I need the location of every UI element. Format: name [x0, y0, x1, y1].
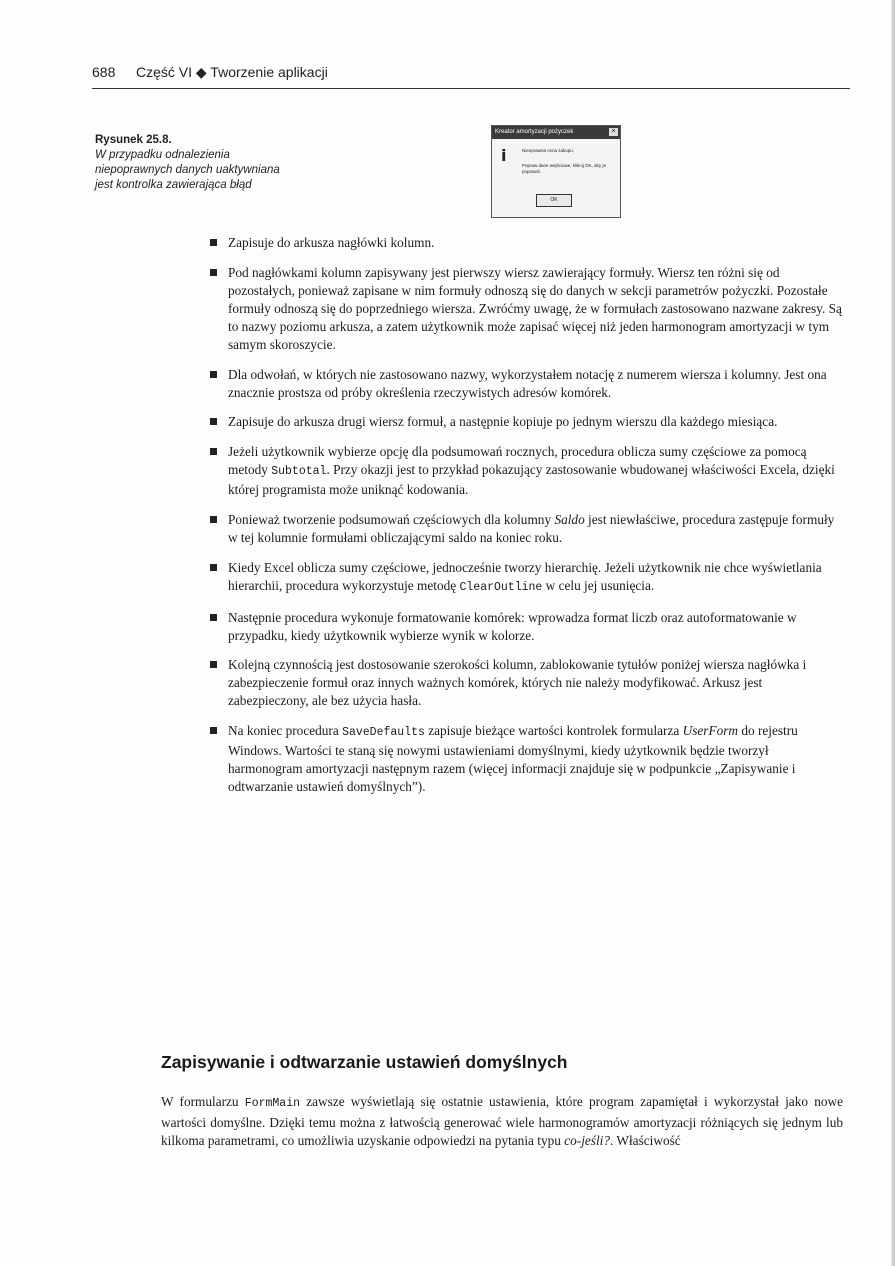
text-run: jest niewłaściwe, procedura zastępuje formuły w tej kolumnie formułami obliczającymi saldo na koniec roku. [228, 511, 835, 545]
running-header [92, 64, 850, 86]
text-run: Następnie procedura wykonuje formatowanie komórek: wprowadza format liczb oraz autoformatowanie w przypadku, kiedy użytkownik wybierze wynik w kolorze. [228, 609, 797, 643]
text-run: w celu jej usunięcia. [542, 577, 655, 593]
bullet-square-icon [210, 564, 217, 571]
page-edge-shadow [891, 0, 895, 1266]
list-item [210, 366, 842, 402]
bullet-square-icon [210, 269, 217, 276]
text-run: zawsze wyświetlają się ostatnie ustawienia, które program zapamiętał i wykorzystał jako nowe wartości domyślne. Dzięki temu można z łatwością generować wiele harmonogramów amortyzacji różniących się jednym lub kilkoma parametrami, co umożliwia uzyskanie odpowiedzi na pytania typu [161, 1094, 843, 1148]
list-item [210, 609, 842, 645]
text-run: Kolejną czynnością jest dostosowanie szerokości kolumn, zablokowanie tytułów poniżej wiersza nagłówka i zabezpieczenie formuł oraz innych ważnych komórek, których nie należy modyfikować. Arkusz jest zabezpieczony, ale bez użycia hasła. [228, 657, 807, 709]
bullet-square-icon [210, 239, 217, 246]
header-rule [92, 88, 850, 89]
emphasis-text: co-jeśli? [564, 1133, 611, 1148]
text-run: Jeżeli użytkownik wybierze opcję dla podsumowań rocznych, procedura oblicza sumy częściowe za pomocą metody [228, 444, 807, 478]
error-dialog-figure [491, 125, 621, 218]
bullet-list [210, 234, 842, 808]
list-item [210, 443, 842, 499]
figure-caption [95, 133, 300, 193]
text-run: . Przy okazji jest to przykład pokazujący zastosowanie wbudowanej właściwości Excela, dzięki której programista może uniknąć kodowania. [228, 462, 835, 498]
text-run: Zapisuje do arkusza drugi wiersz formuł, a następnie kopiuje po jednym wierszu dla każdego miesiąca. [228, 414, 778, 430]
bullet-square-icon [210, 448, 217, 455]
bullet-square-icon [210, 516, 217, 523]
code-text: FormMain [244, 1097, 301, 1110]
list-item [210, 264, 842, 354]
chapter-part-title: Część VI ◆ Tworzenie aplikacji [136, 64, 328, 80]
emphasis-text: UserForm [682, 723, 739, 739]
list-item [210, 656, 842, 710]
text-run: do rejestru Windows. Wartości te staną się nowymi ustawieniami domyślnymi, kiedy użytkownik będzie tworzył harmonogram amortyzacji następnym razem (więcej informacji znajduje się w podpunkcie „Zapisywanie i odtwarzanie ustawień domyślnych”). [228, 723, 798, 795]
text-run: Kiedy Excel oblicza sumy częściowe, jednocześnie tworzy hierarchię. Jeżeli użytkownik nie chce wyświetlania hierarchii, procedura wykorzystuje metodę [228, 559, 822, 593]
list-item [210, 511, 842, 547]
bullet-square-icon [210, 727, 217, 734]
info-icon: ⅰ [501, 148, 507, 165]
text-run: Pod nagłówkami kolumn zapisywany jest pierwszy wiersz zawierający formuły. Wiersz ten różni się od pozostałych, ponieważ zapisane w nim formuły odnoszą się do danych w sekcji parametrów pożyczki. Pozostałe formuły odnoszą się do poprzedniego wiersza. Zwróćmy uwagę, że w formułach zastosowano nazwane zakresy. Są to nazwy poziomu arkusza, a zatem użytkownik może zapisać więcej niż jeden harmonogram amortyzacji w tym samym skoroszycie. [228, 264, 842, 352]
list-item [210, 722, 842, 796]
text-run: Ponieważ tworzenie podsumowań częściowych dla kolumny [228, 511, 555, 527]
code-text: ClearOutline [459, 580, 543, 594]
bullet-square-icon [210, 418, 217, 425]
code-text: SaveDefaults [342, 726, 425, 740]
emphasis-text: Saldo [554, 511, 585, 527]
bullet-square-icon [210, 661, 217, 668]
list-item [210, 413, 842, 431]
text-run: W formularzu [161, 1094, 245, 1109]
dialog-title: Kreator amortyzacji pożyczek [495, 129, 574, 135]
text-run: . Właściwość [610, 1133, 681, 1148]
ok-button[interactable]: OK [536, 194, 572, 207]
dialog-titlebar [492, 126, 620, 139]
text-run: Dla odwołań, w których nie zastosowano nazwy, wykorzystałem notację z numerem wiersza i kolumny. Jest ona znacznie prostsza od próby określenia rzeczywistych adresów komórek. [228, 366, 827, 400]
text-run: Na koniec procedura [228, 723, 343, 739]
body-paragraph [161, 1093, 843, 1151]
list-item [210, 559, 842, 597]
close-icon[interactable]: × [609, 128, 618, 136]
list-item [210, 234, 842, 252]
figure-caption-text: W przypadku odnalezienia niepoprawnych danych uaktywniana jest kontrolka zawierająca błąd [95, 149, 280, 191]
dialog-message-secondary: Popraw dane wejściowe, kliknij OK, aby je poprawić. [522, 163, 607, 174]
text-run: Zapisuje do arkusza nagłówki kolumn. [228, 235, 435, 250]
page-number: 688 [92, 64, 116, 80]
bullet-square-icon [210, 371, 217, 378]
text-run: zapisuje bieżące wartości kontrolek formularza [424, 723, 683, 739]
bullet-square-icon [210, 614, 217, 621]
figure-label: Rysunek 25.8. [95, 134, 172, 146]
code-text: Subtotal [271, 465, 327, 479]
dialog-message-primary: Nieoprawna cena zakupu. [522, 148, 575, 153]
section-heading: Zapisywanie i odtwarzanie ustawień domyślnych [161, 1052, 568, 1072]
